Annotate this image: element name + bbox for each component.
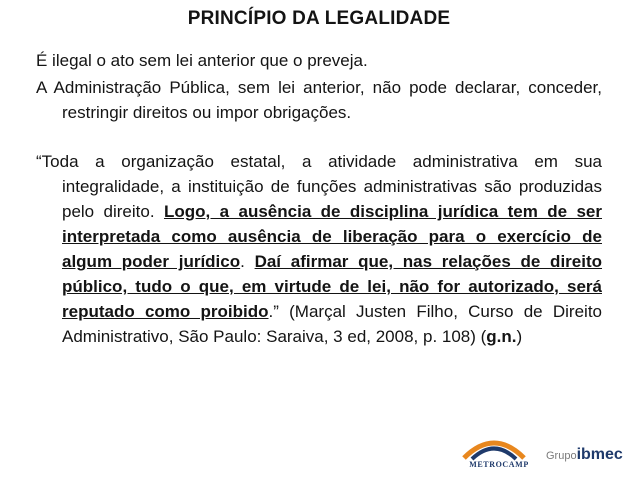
metrocamp-logo — [450, 432, 538, 476]
ibmec-brand: ibmec — [576, 446, 623, 463]
quote-citation: .” (Marçal Justen Filho, Curso de Direito Administrativo, São Paulo: Saraiva, 3 ed, 2008, p. 108) ( — [62, 302, 602, 346]
slide-body — [36, 48, 602, 349]
metrocamp-wordmark: METROCAMP — [469, 460, 529, 469]
quote-emphasis-1: Logo, a ausência de disciplina jurídica tem de ser interpretada como ausência de liberação para o exercício de algum poder jurídico — [62, 202, 602, 271]
slide-title: PRINCÍPIO DA LEGALIDADE — [187, 8, 451, 29]
quote-close: ) — [516, 327, 523, 346]
quote-emphasis-2: Daí afirmar que, nas relações de direito público, tudo o que, em virtude de lei, não for autorizado, será reputado como proibido — [62, 252, 603, 321]
paragraph-gap — [36, 125, 602, 149]
paragraph-illegal-act: É ilegal o ato sem lei anterior que o preveja. — [36, 51, 368, 70]
metrocamp-arc-icon — [450, 432, 538, 462]
footer-logos — [450, 432, 630, 476]
quote-text-1: “Toda a organização estatal, a atividade administrativa em sua integralidade, a instituição de funções administrativas são produzidas pelo direito. — [36, 152, 602, 221]
paragraph-public-administration: A Administração Pública, sem lei anterior, não pode declarar, conceder, restringir direitos ou impor obrigações. — [36, 78, 602, 122]
quote-gn: g.n. — [486, 327, 517, 346]
paragraph-quote — [36, 149, 602, 349]
ibmec-logo — [546, 446, 623, 464]
ibmec-prefix: Grupo — [546, 450, 577, 462]
quote-separator: . — [240, 252, 255, 271]
